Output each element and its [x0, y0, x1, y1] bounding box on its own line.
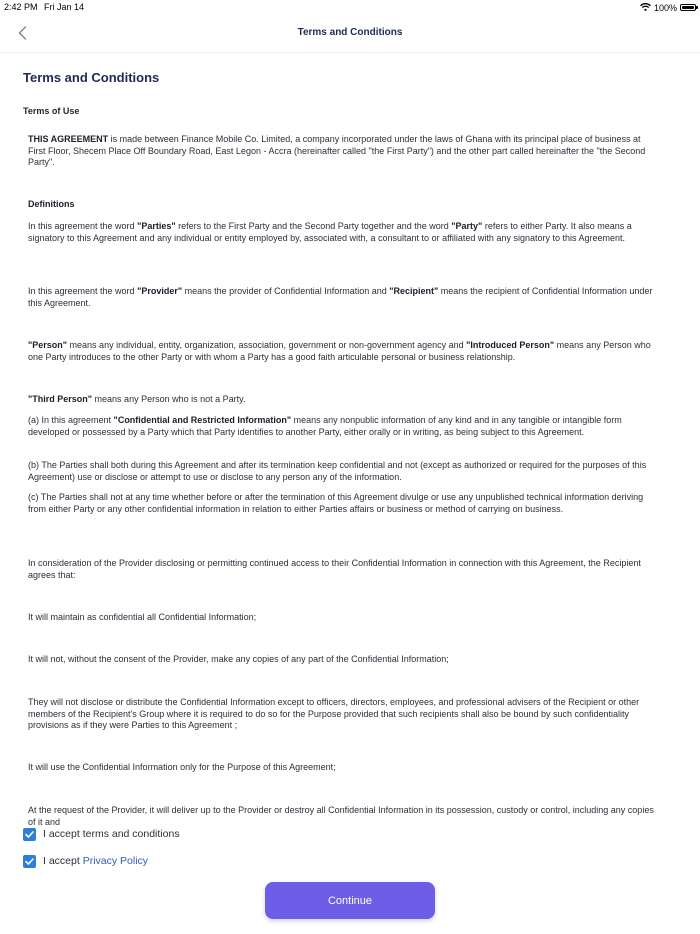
status-indicators: [640, 2, 696, 13]
checkmark-icon: [25, 858, 34, 865]
definition-parties: In this agreement the word "Parties" refers to the First Party and the Second Party together and the word "Party" refers to either Party. It also means a signatory to this Agreement and any individual or entity employed by, associated with, a consultant to or affiliated with any signatory to this Agreement.: [28, 221, 632, 243]
clause-a: (a) In this agreement "Confidential and Restricted Information" means any nonpublic information of any kind and in any tangible or intangible form developed or possessed by a Party which that Party identifies to another Party, either orally or in writing, as being subject to this Agreement.: [28, 415, 622, 437]
accept-terms-label: I accept terms and conditions: [43, 828, 180, 840]
page-title: Terms and Conditions: [23, 70, 160, 85]
status-bar: [0, 0, 700, 14]
definitions-heading: Definitions: [28, 199, 75, 209]
definition-provider: In this agreement the word "Provider" means the provider of Confidential Information and "Recipient" means the recipient of Confidential Information under this Agreement.: [28, 286, 653, 308]
definition-person: "Person" means any individual, entity, organization, association, government or non-government agency and "Introduced Person" means any Person who one Party introduces to the other Party or with whom a Party has a good faith articulable personal or business relationship.: [28, 340, 651, 362]
obligation-item: At the request of the Provider, it will deliver up to the Provider or destroy all Confidential Information in its possession, custody or control, including any copies of it and: [28, 805, 654, 827]
obligation-item: It will maintain as confidential all Confidential Information;: [28, 612, 257, 622]
battery-percent: 100%: [653, 2, 677, 13]
clause-b: (b) The Parties shall both during this Agreement and after its termination keep confidential and not (except as authorized or required for the purposes of this Agreement) use or disclose or attempt to use or disclose to any person any of the information.: [28, 460, 647, 482]
wifi-icon: [640, 3, 651, 13]
consideration-paragraph: In consideration of the Provider disclosing or permitting continued access to their Confidential Information in connection with this Agreement, the Recipient agrees that:: [28, 558, 641, 580]
battery-icon: [680, 4, 696, 11]
accept-privacy-label: I accept Privacy Policy: [43, 855, 149, 867]
obligation-item: They will not disclose or distribute the Confidential Information except to officers, directors, employees, and professional advisers of the Recipient or other members of the Recipient's Group where it is required to do so for the Purpose provided that such recipients shall also be bound by such confidentiality provisions as if they were Parties to this Agreement ;: [28, 697, 640, 731]
terms-content[interactable]: [0, 53, 700, 827]
checkmark-icon: [25, 831, 34, 838]
intro-paragraph: THIS AGREEMENT is made between Finance Mobile Co. Limited, a company incorporated under the laws of Ghana with its principal place of business at First Floor, Shecem Place Off Boundary Road, East Legon - Accra (hereinafter called "the First Party") and the other part called hereinafter the "the Second Party".: [28, 134, 646, 168]
section-label: Terms of Use: [23, 106, 80, 116]
accept-privacy-checkbox-row[interactable]: [23, 854, 148, 868]
accept-privacy-checkbox[interactable]: [23, 855, 36, 868]
definition-third-person: "Third Person" means any Person who is not a Party.: [28, 394, 246, 404]
accept-terms-checkbox[interactable]: [23, 828, 36, 841]
continue-button[interactable]: Continue: [265, 882, 435, 919]
clause-c: (c) The Parties shall not at any time whether before or after the termination of this Agreement divulge or use any unpublished technical information deriving from either Party or any other confidential information in relation to either Parties affairs or business or method of carrying on business.: [28, 492, 644, 514]
obligation-item: It will not, without the consent of the Provider, make any copies of any part of the Confidential Information;: [28, 654, 449, 664]
obligation-item: It will use the Confidential Information only for the Purpose of this Agreement;: [28, 762, 336, 772]
navigation-bar: [0, 14, 700, 53]
nav-title: Terms and Conditions: [297, 27, 403, 38]
status-date: Fri Jan 14: [44, 2, 85, 12]
privacy-policy-link[interactable]: Privacy Policy: [82, 855, 149, 867]
accept-terms-checkbox-row[interactable]: [23, 827, 180, 841]
status-time: 2:42 PM: [4, 2, 38, 12]
